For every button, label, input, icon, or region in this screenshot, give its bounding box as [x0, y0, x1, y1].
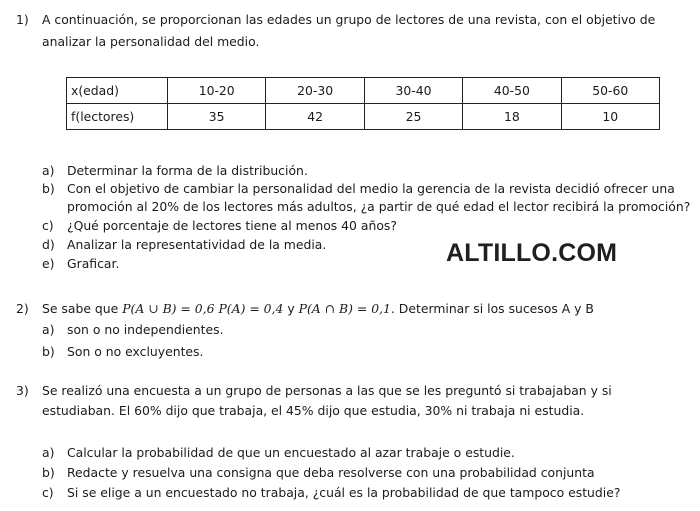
- item-text: Calcular la probabilidad de que un encuestado al azar trabaje o estudie.: [67, 445, 515, 460]
- conjunction: y: [287, 301, 295, 316]
- table-cell: 42: [266, 104, 364, 130]
- table-row-header: x(edad): [67, 78, 168, 104]
- item-text: Si se elige a un encuestado no trabaja, ¿cuál es la probabilidad de que tampoco estudie?: [67, 485, 621, 500]
- table-cell: 30-40: [364, 78, 462, 104]
- item-letter: a): [42, 322, 55, 337]
- question-text: Se sabe que: [42, 301, 119, 316]
- item-letter: e): [42, 256, 55, 271]
- item-text: Graficar.: [67, 256, 120, 271]
- math-expression: P(A) = 0,4: [218, 301, 284, 316]
- item-letter: d): [42, 237, 55, 252]
- frequency-table: [66, 77, 660, 130]
- item-text: Analizar la representatividad de la media.: [67, 237, 327, 252]
- math-expression: P(A ∪ B) = 0,6: [122, 301, 215, 316]
- item-text: son o no independientes.: [67, 322, 224, 337]
- item-text: Determinar la forma de la distribución.: [67, 163, 308, 178]
- table-row-header: f(lectores): [67, 104, 168, 130]
- table-cell: 40-50: [463, 78, 561, 104]
- question-text-line: A continuación, se proporcionan las edades un grupo de lectores de una revista, con el objetivo de: [42, 12, 656, 27]
- table-cell: 20-30: [266, 78, 364, 104]
- question-number: 1): [16, 12, 29, 27]
- item-text: ¿Qué porcentaje de lectores tiene al menos 40 años?: [67, 218, 397, 233]
- question-number: 2): [16, 301, 29, 316]
- question-text-line: Se realizó una encuesta a un grupo de personas a las que se les preguntó si trabajaban y si: [42, 383, 612, 398]
- item-letter: c): [42, 218, 54, 233]
- item-letter: a): [42, 445, 55, 460]
- item-text: Son o no excluyentes.: [67, 344, 204, 359]
- item-text: Redacte y resuelva una consigna que deba resolverse con una probabilidad conjunta: [67, 465, 595, 480]
- table-cell: 10: [561, 104, 659, 130]
- table-cell: 25: [364, 104, 462, 130]
- question-number: 3): [16, 383, 29, 398]
- table-row: [67, 78, 660, 104]
- item-letter: b): [42, 465, 55, 480]
- question-text-line: analizar la personalidad del medio.: [42, 34, 260, 49]
- question-text-line: estudiaban. El 60% dijo que trabaja, el 45% dijo que estudia, 30% ni trabaja ni estudia.: [42, 403, 585, 418]
- question-text: . Determinar si los sucesos A y B: [390, 301, 594, 316]
- item-text: promoción al 20% de los lectores más adultos, ¿a partir de qué edad el lector recibirá la promoción?: [67, 199, 691, 214]
- table-cell: 18: [463, 104, 561, 130]
- item-text: Con el objetivo de cambiar la personalidad del medio la gerencia de la revista decidió ofrecer una: [67, 181, 675, 196]
- table-cell: 35: [168, 104, 266, 130]
- item-letter: b): [42, 344, 55, 359]
- table-cell: 50-60: [561, 78, 659, 104]
- table-cell: 10-20: [168, 78, 266, 104]
- item-letter: a): [42, 163, 55, 178]
- table-row: [67, 104, 660, 130]
- math-expression: P(A ∩ B) = 0,1: [298, 301, 391, 316]
- watermark-logo: ALTILLO.COM: [446, 239, 618, 267]
- item-letter: c): [42, 485, 54, 500]
- question-text-line: [42, 301, 594, 316]
- item-letter: b): [42, 181, 55, 196]
